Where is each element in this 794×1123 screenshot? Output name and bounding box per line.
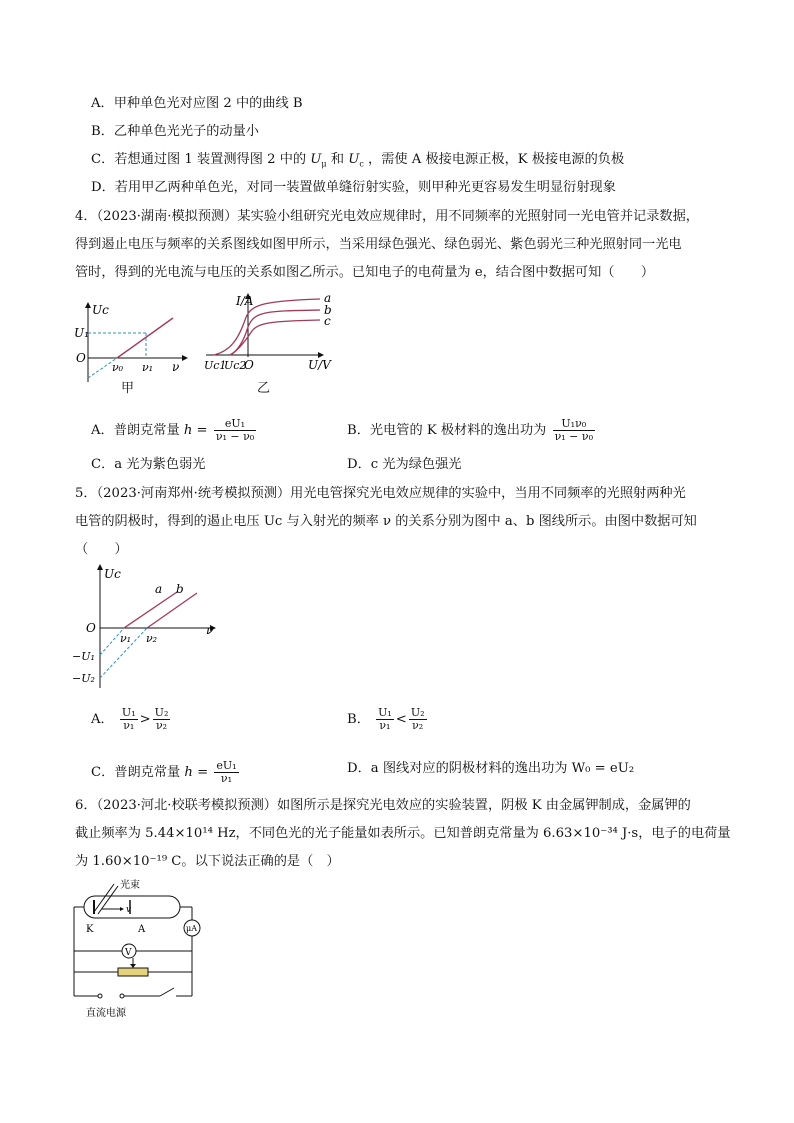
q6-label-k: K	[86, 924, 94, 935]
graph-yi-uc2: Uc2	[224, 359, 247, 372]
q4-option-c: C．a 光为紫色弱光	[91, 457, 206, 472]
q4-stem-line2: 得到遏止电压与频率的关系图线如图甲所示，当采用绿色强光、绿色弱光、紫色弱光三种光照射同一光电	[75, 237, 682, 252]
q4-stem-line1: 4．（2023·湖南·模拟预测）某实验小组研究光电效应规律时，用不同频率的光照射同一光电管并记录数据，	[75, 209, 699, 224]
graph-jia-xlabel: ν	[172, 360, 180, 374]
graph-q5-label-b: b	[176, 582, 184, 596]
graph-jia-x-arrow	[182, 355, 188, 361]
q5-stem-line1: 5．（2023·河南郑州·统考模拟预测）用光电管探究光电效应规律的实验中，当用不同频率的光照射两种光	[75, 486, 686, 501]
graph-q5	[72, 560, 232, 690]
graph-yi-curve-b	[230, 310, 320, 355]
graph-jia-y-arrow	[85, 302, 91, 308]
graph-jia-ylabel: Uc	[92, 303, 109, 317]
q5-option-d: D．a 图线对应的阴极材料的逸出功为 W₀ = eU₂	[347, 761, 635, 776]
graph-q5-line-b	[147, 593, 197, 628]
q6-switch	[160, 988, 174, 996]
q5-option-a: A． $\frac{\text{U₁}}{\text{ν₁}}$ > $\frac{\text{U₂}}{\text{ν₂}}$	[91, 706, 169, 732]
q6-label-a: A	[138, 924, 146, 935]
graph-yi-label-a: a	[324, 291, 332, 305]
q3-option-c-u1: U	[310, 152, 322, 167]
q5-stem-line3: （ ）	[75, 542, 128, 557]
q6-label-ua: μA	[186, 924, 197, 933]
q6-circuit-diagram	[70, 876, 220, 1021]
q6-electron-arrowhead	[120, 907, 124, 911]
q6-stem-line3: 为 1.60×10⁻¹⁹ C。以下说法正确的是（ ）	[75, 854, 340, 869]
q3-option-b: B．乙种单色光光子的动量小	[91, 124, 259, 139]
q6-velocity-label: v	[126, 905, 132, 915]
graph-q5-v2: ν₂	[146, 632, 158, 645]
graph-yi	[200, 285, 345, 380]
q4-option-a-h: h =	[183, 423, 208, 438]
graph-q5-xlabel: ν	[206, 623, 214, 637]
q6-stem-line2: 截止频率为 5.44×10¹⁴ Hz，不同色光的光子能量如表所示。已知普朗克常量为 6.63×10⁻³⁴ J·s，电子的电荷量	[75, 826, 731, 841]
q5-option-c: C．普朗克常量 h = $\frac{\text{eU₁}}{\text{ν₁}}$	[91, 759, 237, 785]
graph-yi-origin: O	[244, 358, 254, 372]
graph-q5-label-a: a	[155, 582, 163, 596]
graph-jia-v0: ν₀	[112, 361, 124, 374]
q3-option-c-u2: U	[348, 152, 360, 167]
graph-q5-neg-u2: −U₂	[72, 672, 95, 685]
graph-jia-caption: 甲	[121, 381, 135, 396]
graph-q5-y-arrow	[97, 564, 103, 570]
q4-stem-line3: 管时，得到的光电流与电压的关系如图乙所示。已知电子的电荷量为 e，结合图中数据可知（ ）	[75, 265, 655, 280]
graph-q5-origin: O	[86, 621, 96, 635]
q4-option-b	[347, 418, 597, 443]
q4-option-a-pre: A．普朗克常量	[91, 423, 180, 438]
graph-jia-line	[117, 318, 173, 358]
q6-label-v: V	[125, 948, 132, 958]
q6-terminal-2	[120, 994, 124, 998]
graph-jia-v1: ν₁	[142, 361, 154, 374]
graph-yi-label-c: c	[324, 314, 331, 328]
q6-phototube	[84, 896, 180, 918]
q6-light-label: 光束	[120, 880, 140, 891]
graph-yi-xlabel: U/V	[308, 358, 331, 372]
q5-option-b: B． $\frac{\text{U₁}}{\text{ν₁}}$ < $\frac{\text{U₂}}{\text{ν₂}}$	[347, 706, 425, 732]
q4-option-b-frac: $\frac{\text{U₁ν₀}}{\text{ν₁ − ν₀}}$	[554, 417, 593, 443]
graph-yi-label-b: b	[324, 303, 332, 317]
q3-option-c-post: ，需使 A 极接电源正极，K 极接电源的负极	[368, 152, 625, 167]
q6-slider-arrow	[130, 964, 136, 968]
q6-power-label: 直流电源	[86, 1008, 126, 1019]
q3-option-a: A．甲种单色光对应图 2 中的曲线 B	[91, 96, 303, 111]
q6-terminal-1	[98, 994, 102, 998]
graph-jia-origin: O	[76, 351, 86, 365]
q3-option-c-mid: 和	[330, 152, 344, 167]
q3-option-c: C．若想通过图 1 装置测得图 2 中的 $U_\mu$ 和 $U_c$ ，需使 A 极接电源正极，K 极接电源的负极	[91, 152, 625, 169]
graph-yi-uc1: Uc1	[204, 359, 227, 372]
q4-option-b-pre: B．光电管的 K 极材料的逸出功为	[347, 423, 547, 438]
graph-yi-caption: 乙	[257, 381, 271, 396]
q6-light-beam-1	[94, 884, 114, 912]
graph-q5-ylabel: Uc	[104, 567, 121, 581]
graph-q5-line-a	[124, 592, 177, 628]
q6-light-beam-2	[98, 886, 118, 914]
q5-stem-line2: 电管的阴极时，得到的遏止电压 Uc 与入射光的频率 ν 的关系分别为图中 a、b 图线所示。由图中数据可知	[75, 514, 697, 529]
graph-yi-ylabel: I/A	[236, 294, 254, 308]
q3-option-c-pre: C．若想通过图 1 装置测得图 2 中的	[91, 152, 307, 167]
graph-q5-v1: ν₁	[120, 632, 132, 645]
q4-option-d: D．c 光为绿色强光	[347, 457, 462, 472]
graph-q5-neg-u1: −U₁	[72, 650, 95, 663]
q4-option-a	[91, 418, 258, 443]
q4-option-a-frac: $\frac{\text{eU₁}}{\text{ν₁ − ν₀}}$	[215, 417, 255, 443]
graph-yi-curve-a	[214, 299, 320, 355]
graph-jia-u1: U₁	[74, 326, 89, 340]
q3-option-d: D．若用甲乙两种单色光，对同一装置做单缝衍射实验，则甲种光更容易发生明显衍射现象	[91, 180, 616, 195]
q6-stem-line1: 6．（2023·河北·校联考模拟预测）如图所示是探究光电效应的实验装置，阴极 K 由金属钾制成，金属钾的	[75, 798, 691, 813]
q6-rheostat	[118, 968, 148, 976]
